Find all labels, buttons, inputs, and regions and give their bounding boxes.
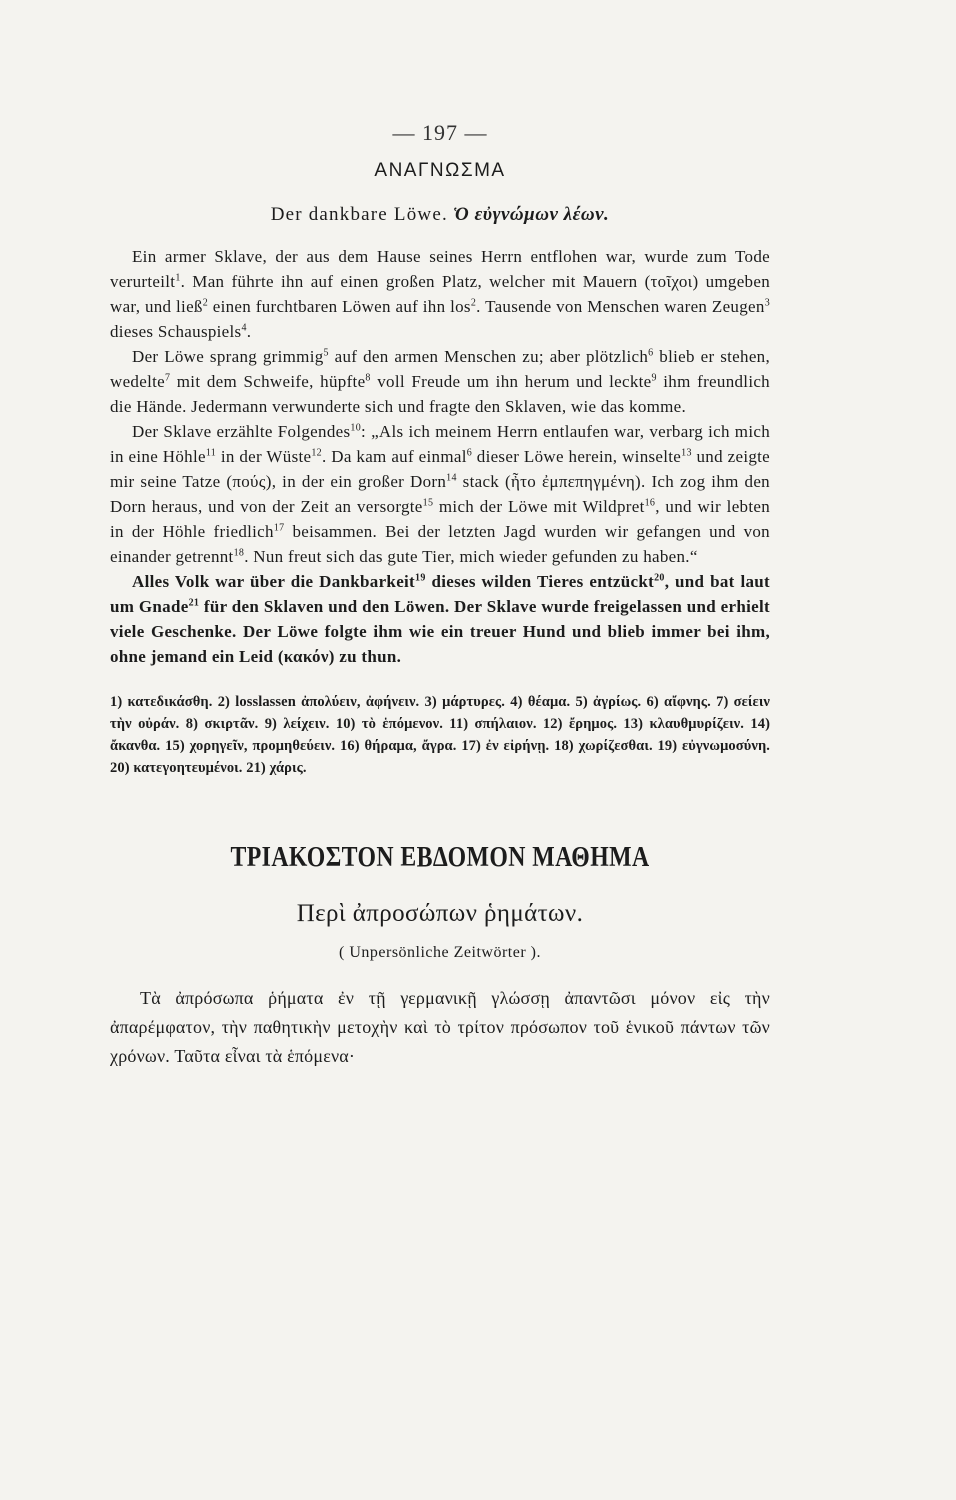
footnote-ref: 7	[164, 372, 171, 384]
footnote-ref: 21	[188, 597, 200, 609]
footnote-ref: 6	[648, 347, 654, 359]
footnote-ref: 12	[311, 447, 322, 459]
paragraph-text: mich der Löwe mit Wildpret	[433, 497, 645, 516]
story-paragraph	[110, 569, 770, 669]
paragraph-text: und zeigte mir seine Tatze (πούς), in der ein großer Dorn	[110, 447, 771, 491]
story-paragraph	[110, 244, 770, 344]
paragraph-text: beisammen. Bei der letzten Jagd wurden wir gefangen und von einander getrennt	[110, 522, 770, 566]
paragraph-text: für den Sklaven und den Löwen. Der Sklave wurde freigelassen und erhielt viele Geschenke. Der Löwe folgte ihm wie ein treuer Hund und blieb immer bei ihm, ohne jemand ein Leid (κακόν) zu thun.	[110, 597, 770, 666]
paragraph-text: einen furchtbaren Löwen auf ihn los	[208, 297, 471, 316]
footnote-ref: 18	[233, 547, 245, 559]
paragraph-text: auf den armen Menschen zu; aber plötzlich	[328, 347, 649, 366]
paragraph-text: dieses wilden Tieres entzückt	[425, 572, 655, 591]
chapter-subtitle: Περὶ ἀπροσώπων ῥημάτων.	[296, 900, 584, 927]
paragraph-text: Der Löwe sprang grimmig	[132, 347, 324, 366]
footnote-ref: 1	[175, 272, 181, 284]
paragraph-text: , und bat laut um Gnade	[110, 572, 770, 616]
paragraph-text: Alles Volk war über die Dankbarkeit	[132, 572, 416, 591]
footnote-ref: 15	[422, 497, 434, 509]
story-body	[110, 244, 770, 669]
footnote-ref: 2	[202, 297, 209, 309]
footnote-ref: 2	[470, 297, 477, 309]
paragraph-text: ihm freundlich die Hände. Jedermann verwunderte sich und fragte den Sklaven, wie das komme.	[110, 372, 770, 416]
story-title-german: Der dankbare Löwe.	[270, 204, 448, 225]
story-paragraph	[110, 344, 770, 419]
paragraph-text: . Man führte ihn auf einen großen Platz, welcher mit Mauern (τοῖχοι) umgeben war, und ließ	[110, 272, 770, 316]
footnote-ref: 19	[415, 572, 426, 584]
paragraph-text: voll Freude um ihn herum und leckte	[370, 372, 652, 391]
paragraph-text: blieb er stehen, wedelte	[110, 347, 771, 391]
paragraph-text: in der Wüste	[216, 447, 312, 466]
page-number: — 197 —	[392, 120, 488, 145]
footnote-ref: 9	[651, 372, 657, 384]
footnote-ref: 6	[466, 447, 473, 459]
footnotes: 1) κατεδικάσθη. 2) losslassen ἀπολύειν, ἀφήνειν. 3) μάρτυρες. 4) θέαμα. 5) ἀγρίως. 6) αἴφνης. 7) σείειν τὴν οὐράν. 8) σκιρτᾶν. 9) λείχειν. 10) τὸ ἑπόμενον. 11) σπήλαιον. 12) ἔρημος. 13) κλαυθμυρίζειν. 14) ἄκανθα. 15) χορηγεῖν, προμηθεύειν. 16) θήραμα, ἄγρα. 17) ἐν εἰρήνῃ. 18) χωρίζεσθαι. 19) εὐγνωμοσύνη. 20) κατεγοητευμένοι. 21) χάρις.	[110, 694, 770, 776]
story-paragraph	[110, 419, 770, 569]
paragraph-text: Ein armer Sklave, der aus dem Hause seines Herrn entflohen war, wurde zum Tode verurteilt	[110, 247, 770, 291]
footnote-ref: 4	[241, 322, 247, 334]
paragraph-text: dieser Löwe herein, winselte	[472, 447, 682, 466]
section-label: ΑΝΑΓΝΩΣΜΑ	[374, 160, 506, 181]
paragraph-text: .	[246, 322, 252, 341]
footnote-ref: 8	[365, 372, 371, 384]
paragraph-text: . Nun freut sich das gute Tier, mich wieder gefunden zu haben.“	[244, 547, 698, 566]
paragraph-text: . Tausende von Menschen waren Zeugen	[476, 297, 765, 316]
footnote-ref: 5	[323, 347, 329, 359]
paragraph-text: dieses Schauspiels	[110, 322, 242, 341]
page	[110, 120, 770, 1071]
story-title-greek: Ὁ εὐγνώμων λέων.	[453, 204, 610, 225]
footnote-ref: 13	[681, 447, 692, 459]
chapter-title: ΤΡΙΑΚΟΣΤΟΝ ΕΒΔΟΜΟΝ ΜΑΘΗΜΑ	[230, 841, 650, 873]
paragraph-text: : „Als ich meinem Herrn entlaufen war, verbarg ich mich in eine Höhle	[110, 422, 770, 466]
paragraph-text: Der Sklave erzählte Folgendes	[132, 422, 351, 441]
footnote-ref: 17	[273, 522, 285, 534]
paragraph-text: , und wir lebten in der Höhle friedlich	[110, 497, 771, 541]
paragraph-text: . Da kam auf einmal	[321, 447, 467, 466]
footnote-ref: 14	[446, 472, 457, 484]
chapter-subtitle-german: ( Unpersönliche Zeitwörter ).	[339, 944, 541, 961]
chapter-intro: Τὰ ἀπρόσωπα ῥήματα ἐν τῇ γερμανικῇ γλώσσῃ ἀπαντῶσι μόνον εἰς τὴν ἀπαρέμφατον, τὴν παθητικὴν μετοχὴν καὶ τὸ τρίτον πρόσωπον τοῦ ἑνικοῦ πάντων τῶν χρόνων. Ταῦτα εἶναι τὰ ἑπόμενα·	[110, 988, 770, 1066]
paragraph-text: mit dem Schweife, hüpfte	[170, 372, 366, 391]
footnote-ref: 3	[764, 297, 770, 309]
footnote-ref: 11	[205, 447, 217, 459]
paragraph-text: stack (ἦτο ἐμπεπηγμένη). Ich zog ihm den Dorn heraus, und von der Zeit an versorgte	[110, 472, 770, 516]
story-title	[110, 204, 770, 226]
footnote-ref: 16	[644, 497, 656, 509]
footnote-ref: 10	[350, 422, 361, 434]
footnote-ref: 20	[654, 572, 665, 584]
